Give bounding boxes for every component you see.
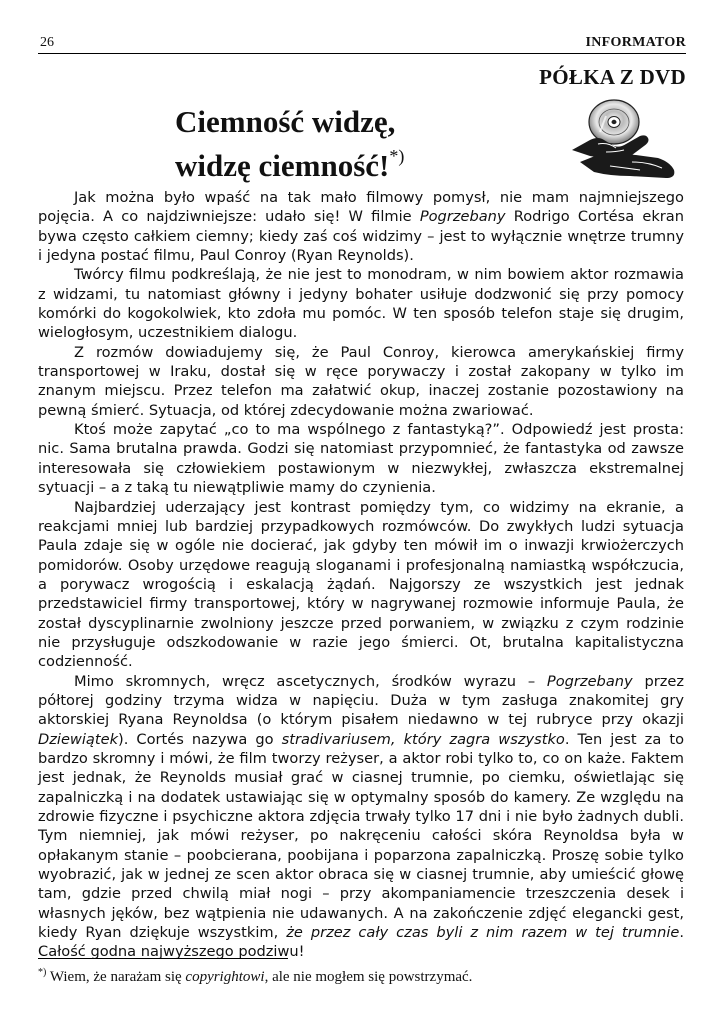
- article-body: [38, 188, 684, 962]
- magazine-name: INFORMATOR: [585, 35, 686, 50]
- italic-text: Pogrzebany: [546, 672, 633, 690]
- paragraph-text: Twórcy filmu podkreślają, że nie jest to monodram, w nim bowiem aktor rozmawia z widzami, tu natomiast główny i jedyny bohater usiłuje dodzwonić się przy pomocy komórki do kogokolwiek, kto zdoła mu pomóc. W ten sposób telefon staje się drugim, wielogłosym, uczestnikiem dialogu.: [38, 266, 684, 342]
- page-number: 26: [40, 35, 54, 50]
- paragraph-text: Mimo skromnych, wręcz ascetycznych, środków wyrazu –: [74, 672, 547, 690]
- article-paragraph: [38, 188, 684, 265]
- footnote: [38, 967, 684, 986]
- paragraph-text: Z rozmów dowiadujemy się, że Paul Conroy, kierowca amerykańskiej firmy transportowej w Iraku, dostał się w ręce porywaczy i został zakopany w tylko im znanym miejscu. Przez telefon ma załatwić okup, inaczej zostanie pozostawiony na pewną śmierć. Sytuacja, od której zdecydowanie można zwariować.: [38, 343, 684, 419]
- article-paragraph: [38, 265, 684, 342]
- italic-text: stradivariusem, który zagra wszystko: [281, 730, 565, 748]
- article-title-line-1: Ciemność widzę,: [175, 104, 396, 139]
- paragraph-text: Rodrigo Cortésa ekran bywa często całkiem ciemny; kiedy zaś coś widzimy – jest to wyłącznie wnętrze trumny i jedyna postać filmu, Paul Conroy (Ryan Reynolds).: [38, 208, 684, 265]
- hands-holding-dvd-icon: [570, 92, 680, 184]
- paragraph-text: Najbardziej uderzający jest kontrast pomiędzy tym, co widzimy na ekranie, a reakcjami mniej lub bardziej przypadkowych rozmówców. Do zwykłych ludzi sytuacja Paula zdaje się w ogóle nie docierać, jak gdyby ten mówił im o inwazji krwiożerczych pomidorów. Osoby urzędowe reagują sloganami i profesjonalną namiastką współczucia, a porywacz wrogością i eskalacją żądań. Najgorszy ze wszystkich jest jednak przedstawiciel firmy transportowej, który w nagrywanej rozmowie informuje Paula, że został dyscyplinarnie zwolniony jeszcze przed porwaniem, w związku z czym rodzinie nie przysługuje odszkodowanie w razie jego śmierci. Ot, brutalna kapitalistyczna codzienność.: [38, 498, 684, 671]
- italic-text: że przez cały czas byli z nim razem w tej trumnie: [286, 924, 680, 942]
- paragraph-text: ). Cortés nazywa go: [118, 730, 282, 748]
- footnote-divider: [38, 958, 288, 959]
- footnote-marker: *): [38, 967, 47, 978]
- article-title-line-2: [175, 139, 565, 183]
- article-title-line-2-text: widzę ciemność!: [175, 148, 390, 183]
- paragraph-text: Jak można było wpaść na tak mało filmowy pomysł, nie mam najmniejszego pojęcia. A co najdziwniejsze: udało się! W filmie: [38, 189, 684, 226]
- article-paragraph: [38, 343, 684, 420]
- footnote-text-after: , ale nie mogłem się powstrzymać.: [264, 969, 473, 985]
- title-footnote-marker: *): [389, 146, 405, 166]
- paragraph-text: Ktoś może zapytać „co to ma wspólnego z fantastyką?”. Odpowiedź jest prosta: nic. Sama brutalna prawda. Godzi się natomiast przypomnieć, że fantastyka od zawsze interesowała się człowiekiem postawionym w niezwykłej, zwłaszcza ekstremalnej sytuacji – a z taką tu niewątpliwie mamy do czynienia.: [38, 421, 684, 497]
- footnote-text-before: Wiem, że narażam się: [46, 969, 186, 985]
- article-paragraph: [38, 420, 684, 497]
- footnote-text-italic: copyrightowi: [185, 969, 265, 985]
- section-title: PÓŁKA Z DVD: [539, 65, 686, 89]
- paragraph-text: przez półtorej godziny trzyma widza w napięciu. Duża w tym zasługa znakomitej gry aktorskiej Ryana Reynoldsa (o którym pisałem niedawno w tej rubryce przy okazji: [38, 672, 685, 729]
- italic-text: Dziewiątek: [38, 730, 119, 748]
- paragraph-text: . Całość godna najwyższego podziwu!: [38, 924, 685, 961]
- italic-text: Pogrzebany: [419, 208, 506, 226]
- article-paragraph: [38, 672, 684, 962]
- page-header: [38, 33, 686, 54]
- paragraph-text: . Ten jest za to bardzo skromny i mówi, że film tworzy reżyser, a aktor robi tylko to, co on każe. Faktem jest jednak, że Reynolds musiał grać w ciasnej trumnie, po ciemku, oświetlając się zapalniczką i na dodatek ustawiając się w optymalny sposób do kamery. Ze względu na zdrowie fizyczne i psychiczne aktora zdjęcia trwały tylko 17 dni i nie było żadnych dubli. Tym niemniej, jak mówi reżyser, po nakręceniu całości skóra Reynoldsa była w opłakanym stanie – poobcierana, poobijana i poparzona zapalniczką. Proszę sobie tylko wyobrazić, jak w jednej ze scen aktor obraca się w ciasnej trumnie, aby umieścić głowę tam, gdzie przed chwilą miał nogi – przy akompaniamencie trzeszczenia desek i własnych jęków, bez wątpienia nie udawanych. A na zakończenie zdjęć elegancki gest, kiedy Ryan dziękuje wszystkim,: [38, 730, 685, 942]
- article-title: [175, 105, 565, 183]
- article-paragraph: [38, 498, 684, 672]
